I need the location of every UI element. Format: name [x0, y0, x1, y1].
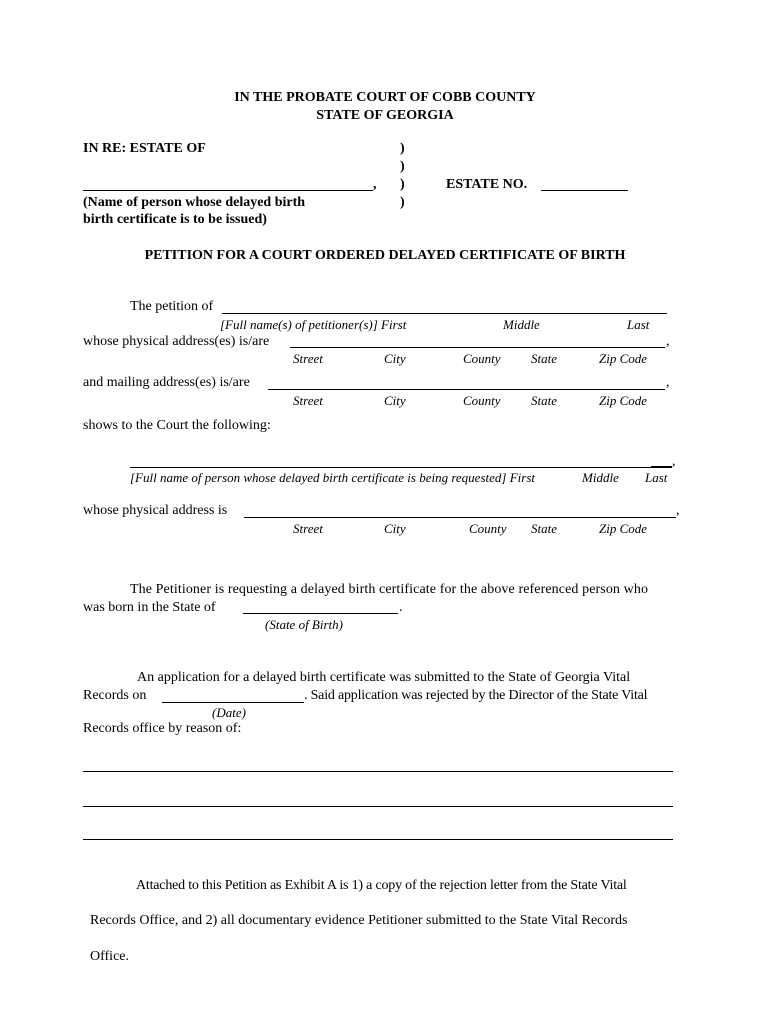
caption-paren-4: ) [400, 195, 405, 210]
subject-physical-label: whose physical address is [83, 503, 228, 518]
petitioner-name-hint-first: [Full name(s) of petitioner(s)] First [220, 317, 407, 332]
subject-name-hint-middle: Middle [582, 470, 619, 485]
reason-line-3[interactable] [83, 839, 673, 840]
petitioner-mailing-label: and mailing address(es) is/are [83, 375, 250, 390]
estate-name-blank[interactable] [83, 190, 373, 191]
petitioner-physical-hint-zip: Zip Code [599, 351, 648, 366]
state-heading: STATE OF GEORGIA [316, 108, 454, 123]
petitioner-mailing-hint-city: City [384, 393, 406, 408]
application-line-2-suffix: . Said application was rejected by the Director of the State Vital [304, 688, 648, 703]
subject-name-blank[interactable] [130, 467, 672, 468]
petitioner-physical-blank[interactable] [290, 347, 665, 348]
subject-name-blank-end [651, 466, 672, 468]
subject-name-hint-last: Last [645, 470, 668, 485]
petition-title: PETITION FOR A COURT ORDERED DELAYED CERTIFICATE OF BIRTH [144, 248, 626, 263]
subject-name-hint-first: [Full name of person whose delayed birth certificate is being requested] First [130, 470, 535, 485]
subject-physical-comma: , [676, 503, 680, 518]
application-date-hint: (Date) [212, 705, 246, 720]
petitioner-mailing-comma: , [666, 375, 670, 390]
petitioner-physical-hint-state: State [531, 351, 557, 366]
petitioner-mailing-hint-street: Street [293, 393, 323, 408]
birth-state-hint: (State of Birth) [265, 617, 343, 632]
application-line-2-prefix: Records on [83, 688, 147, 703]
birth-state-blank[interactable] [243, 613, 398, 614]
petitioner-physical-hint-street: Street [293, 351, 323, 366]
court-heading: IN THE PROBATE COURT OF COBB COUNTY [234, 90, 536, 105]
application-date-blank[interactable] [162, 702, 304, 703]
exhibit-line-1: Attached to this Petition as Exhibit A is 1) a copy of the rejection letter from the State Vital [136, 878, 627, 893]
petition-of-label: The petition of [130, 299, 214, 314]
petitioner-mailing-hint-zip: Zip Code [599, 393, 648, 408]
subject-physical-hint-street: Street [293, 521, 323, 536]
subject-physical-hint-city: City [384, 521, 406, 536]
reason-line-1[interactable] [83, 771, 673, 772]
petitioner-name-hint-middle: Middle [503, 317, 540, 332]
caption-paren-2: ) [400, 159, 405, 174]
subject-physical-hint-state: State [531, 521, 557, 536]
birth-state-line-1: The Petitioner is requesting a delayed birth certificate for the above referenced person who [130, 582, 649, 597]
application-line-3: Records office by reason of: [83, 721, 242, 736]
birth-state-period: . [399, 600, 403, 615]
caption-paren-3: ) [400, 177, 405, 192]
exhibit-line-2: Records Office, and 2) all documentary evidence Petitioner submitted to the State Vital Records [90, 913, 628, 928]
caption-paren-1: ) [400, 141, 405, 156]
petitioner-physical-label: whose physical address(es) is/are [83, 334, 270, 349]
petitioner-physical-hint-city: City [384, 351, 406, 366]
petitioner-physical-comma: , [666, 334, 670, 349]
subject-physical-hint-zip: Zip Code [599, 521, 648, 536]
estate-name-note-1: (Name of person whose delayed birth [83, 195, 306, 210]
petitioner-mailing-blank[interactable] [268, 389, 665, 390]
subject-physical-hint-county: County [469, 521, 507, 536]
petitioner-name-blank[interactable] [222, 313, 667, 314]
estate-number-blank[interactable] [541, 190, 628, 191]
estate-name-comma: , [373, 177, 377, 192]
shows-to-court-text: shows to the Court the following: [83, 418, 271, 433]
exhibit-line-3: Office. [90, 949, 129, 964]
petitioner-physical-hint-county: County [463, 351, 501, 366]
birth-state-line-2: was born in the State of [83, 600, 216, 615]
petitioner-mailing-hint-state: State [531, 393, 557, 408]
subject-physical-blank[interactable] [244, 517, 676, 518]
petitioner-mailing-hint-county: County [463, 393, 501, 408]
estate-number-label: ESTATE NO. [446, 177, 528, 192]
application-line-1: An application for a delayed birth certificate was submitted to the State of Georgia Vital [137, 670, 631, 685]
estate-name-note-2: birth certificate is to be issued) [83, 212, 267, 227]
petitioner-name-hint-last: Last [627, 317, 650, 332]
subject-name-comma: , [672, 454, 676, 469]
reason-line-2[interactable] [83, 806, 673, 807]
in-re-label: IN RE: ESTATE OF [83, 141, 206, 156]
